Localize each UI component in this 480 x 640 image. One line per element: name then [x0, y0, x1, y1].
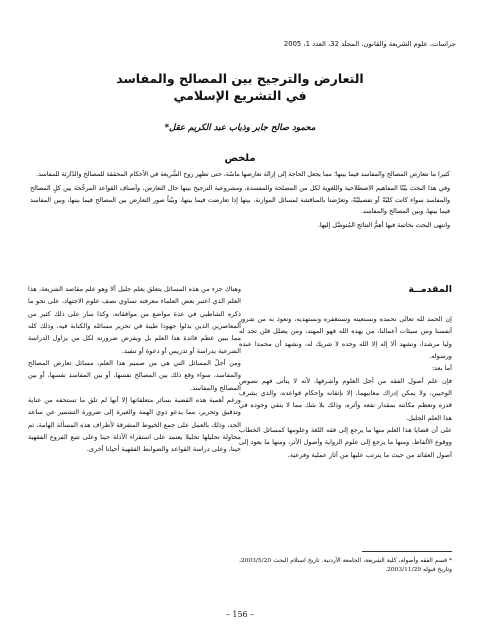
- body-paragraph: إن الحمد لله تعالى نحمده ونستعينه ونستغفره ونستهديه، ونعوذ به من شرور أنفسنا ومن سيئات أعمالنا، من يهده الله فهو المهتد، ومن يضلل فلن تجد له وليا مرشدا، ونشهد ألا إله إلا الله وحده لا شريك له، ونشهد أن محمدا عبده ورسوله.: [239, 315, 452, 361]
- article-title-line-2: في التشريع الإسلامي: [173, 88, 307, 103]
- abstract-body: [30, 169, 450, 234]
- abstract-paragraph: وانتهى البحث بخاتمة فيها أهمُّ النتائج المُتوصَّل إليها.: [317, 222, 450, 230]
- body-column-left: [28, 283, 241, 456]
- body-column-right: [239, 283, 452, 461]
- page-number: – 156 –: [225, 610, 255, 619]
- abstract-paragraph: كثيرا ما تتعارض المصالح والمفاسد فيما بينها؛ مما يجعل الحاجة إلى إزالة تعارضها ماسّة، حتى تظهر روح الشَّريعة في الأحكام المحققة للمصالح والدّارئة للمفاسد.: [36, 171, 450, 178]
- body-paragraph: ورغم أهمية هذه القضية بسائر متعلقاتها إلا أنها لم تلق ما تستحقه من عناية وتدقيق وتحرير، مما يدعو ذوي الهمة والغيرة إلى ضرورة التشمير عن ساعد الجد، وذلك بالعمل على جمع الخيوط المتفرقة لأطراف هذه المسألة الهامة، ثم محاولة تحليلها تحليلا يعتمد على استقراء الأدلة حينا وعلى تتبع الفروع الفقهية حينا، وعلى دراسة القواعد والضوابط الفقهية أحيانا أخرى.: [28, 396, 241, 454]
- abstract-heading: ملخص: [224, 153, 256, 164]
- article-authors: محمود صالح جابر وذياب عبد الكريم عقل*: [164, 123, 316, 133]
- introduction-heading: المقدمــة: [408, 284, 452, 295]
- article-title-line-1: التعارض والترجيح بين المصالح والمفاسد: [116, 71, 364, 86]
- footnote-divider: [362, 551, 452, 552]
- article-title: [20, 70, 460, 104]
- body-paragraph: وهناك جزء من هذه المسائل يتعلق بعلم جليل ألا وهو علم مقاصد الشريعة، هذا العلم الذي اعتبر بعض العلماء معرفته تساوي نصف علوم الاجتهاد، على نحو ما ذكره الشاطبي في عدة مواضع من موافقاته، وكذا سار على ذلك كثير من المعاصرين الذين بذلوا جهودا طيبة في تحرير مسائله والكتابة فيه، وذلك كله مما يبين عظم فائدة هذا العلم بل ويفرض ضرورته لكل من يزاول الدراسة الشرعية بدراسة أو تدريس أو دعوة أو تنفيذ.: [28, 285, 241, 355]
- footnote: * قسم الفقه وأصوله، كلية الشريعة، الجامعة الأردنية. تاريخ استلام البحث 2003/5/20، وتاريخ قبوله 2003/11/29.: [239, 558, 452, 574]
- abstract-paragraph: وفي هذا البحث بيّنّا المفاهيم الاصطلاحية واللغوية لكل من المصلحة والمفسدة، ومشروعية الترجيح بينها حال التعارض، وأصناف القواعد المرجِّحة بين كلٍ المصالح والمفاسد سواء كانت كليّةً أو تفصيليّةً، وتعرّضنا بالمناقشة لمسائل الموازنة، بينها إذا تعارضت فيما بينها، وبيّناً صور التعارض بين المصالح فيما بينها، وبين المفاسد فيما بينها، وبين المصالح والمفاسد.: [30, 185, 450, 215]
- body-paragraph: فإن علم أصول الفقه من أجل العلوم وأشرفها، لأنه لا يتأتى فهم نصوص الوحيين، ولا يمكن إدراك معانيهما، إلا بإتقانه وإحكام قواعده، والذي يشرف قدره وتعظم مكانته بمقدار نفعه وأثره، وذلك بلا شك مما لا ينفي وجوده في هذا العلم الجليل.: [239, 376, 452, 422]
- body-paragraph: أما بعد:: [431, 364, 452, 373]
- body-paragraph: ومن أجلّ المسائل التي هي من صميم هذا العلم، مسائل تعارض المصالح والمفاسد، سواء وقع ذلك بين المصالح نفسها، أو بين المفاسد نفسها، أو بين المصالح والمفاسد.: [28, 359, 241, 392]
- body-paragraph: على أن قضايا هذا العلم منها ما يرجع إلى فقه اللغة وعلومها كمسائل الخطاب ووقوع الألفاظ، ومنها ما يرجع إلى علوم الرواية وأصول الأثر، ومنها ما يعود إلى أصول العقائد من حيث ما يترتب عليها من آثار عملية وفرعية.: [239, 426, 452, 459]
- running-header: جراسات، علوم الشريعة والقانون، المجلّد 32، العدد 1، 2005: [283, 40, 456, 48]
